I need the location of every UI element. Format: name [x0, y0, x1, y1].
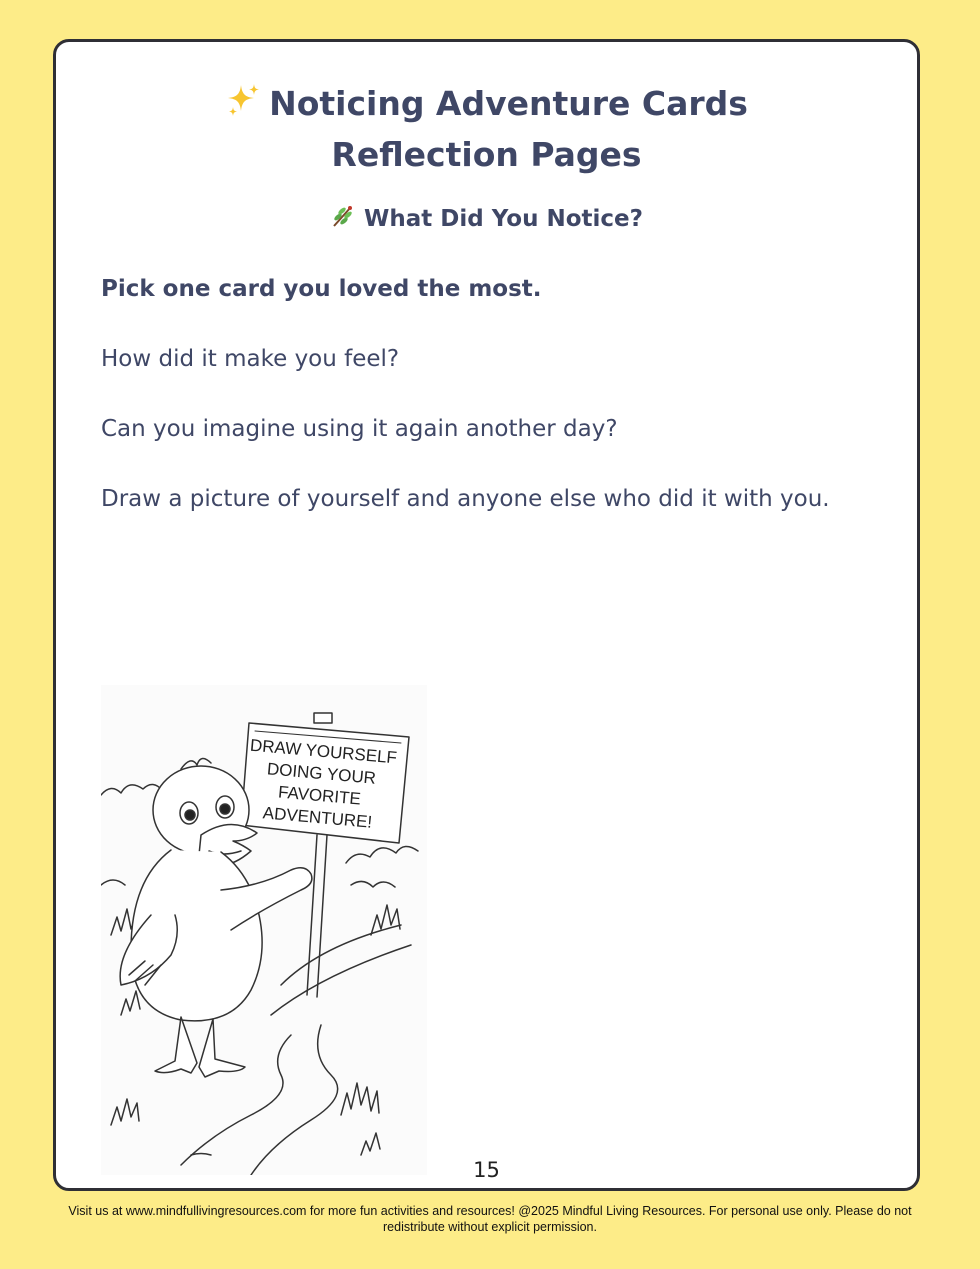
title-line-1 — [56, 80, 917, 131]
prompt-pick-card: Pick one card you loved the most. — [101, 276, 542, 302]
prompt-feel: How did it make you feel? — [101, 346, 400, 372]
prompt-use-again: Can you imagine using it again another day? — [101, 416, 618, 442]
footer-notice: Visit us at www.mindfullivingresources.com for more fun activities and resources! @2025 Mindful Living Resources. For personal use only. Please do not redistribute without explicit permission. — [68, 1204, 912, 1234]
sign-line-3: FAVORITE — [277, 782, 362, 809]
duck-sign-illustration — [101, 685, 427, 1175]
sign-line-2: DOING YOUR — [266, 759, 377, 788]
page-number: 15 — [473, 1158, 500, 1182]
title-text-1: Noticing Adventure Cards — [269, 84, 748, 123]
prompt-draw: Draw a picture of yourself and anyone else who did it with you. — [101, 486, 830, 512]
herb-sprig-icon — [330, 203, 356, 235]
sign-line-4: ADVENTURE! — [262, 803, 373, 832]
section-heading-text: What Did You Notice? — [364, 206, 643, 232]
page-card — [53, 39, 920, 1191]
section-heading — [56, 203, 917, 235]
page-title — [56, 80, 917, 179]
title-line-2: Reflection Pages — [331, 135, 642, 174]
sign-line-1: DRAW YOURSELF — [249, 735, 398, 768]
sparkles-icon — [225, 82, 261, 131]
